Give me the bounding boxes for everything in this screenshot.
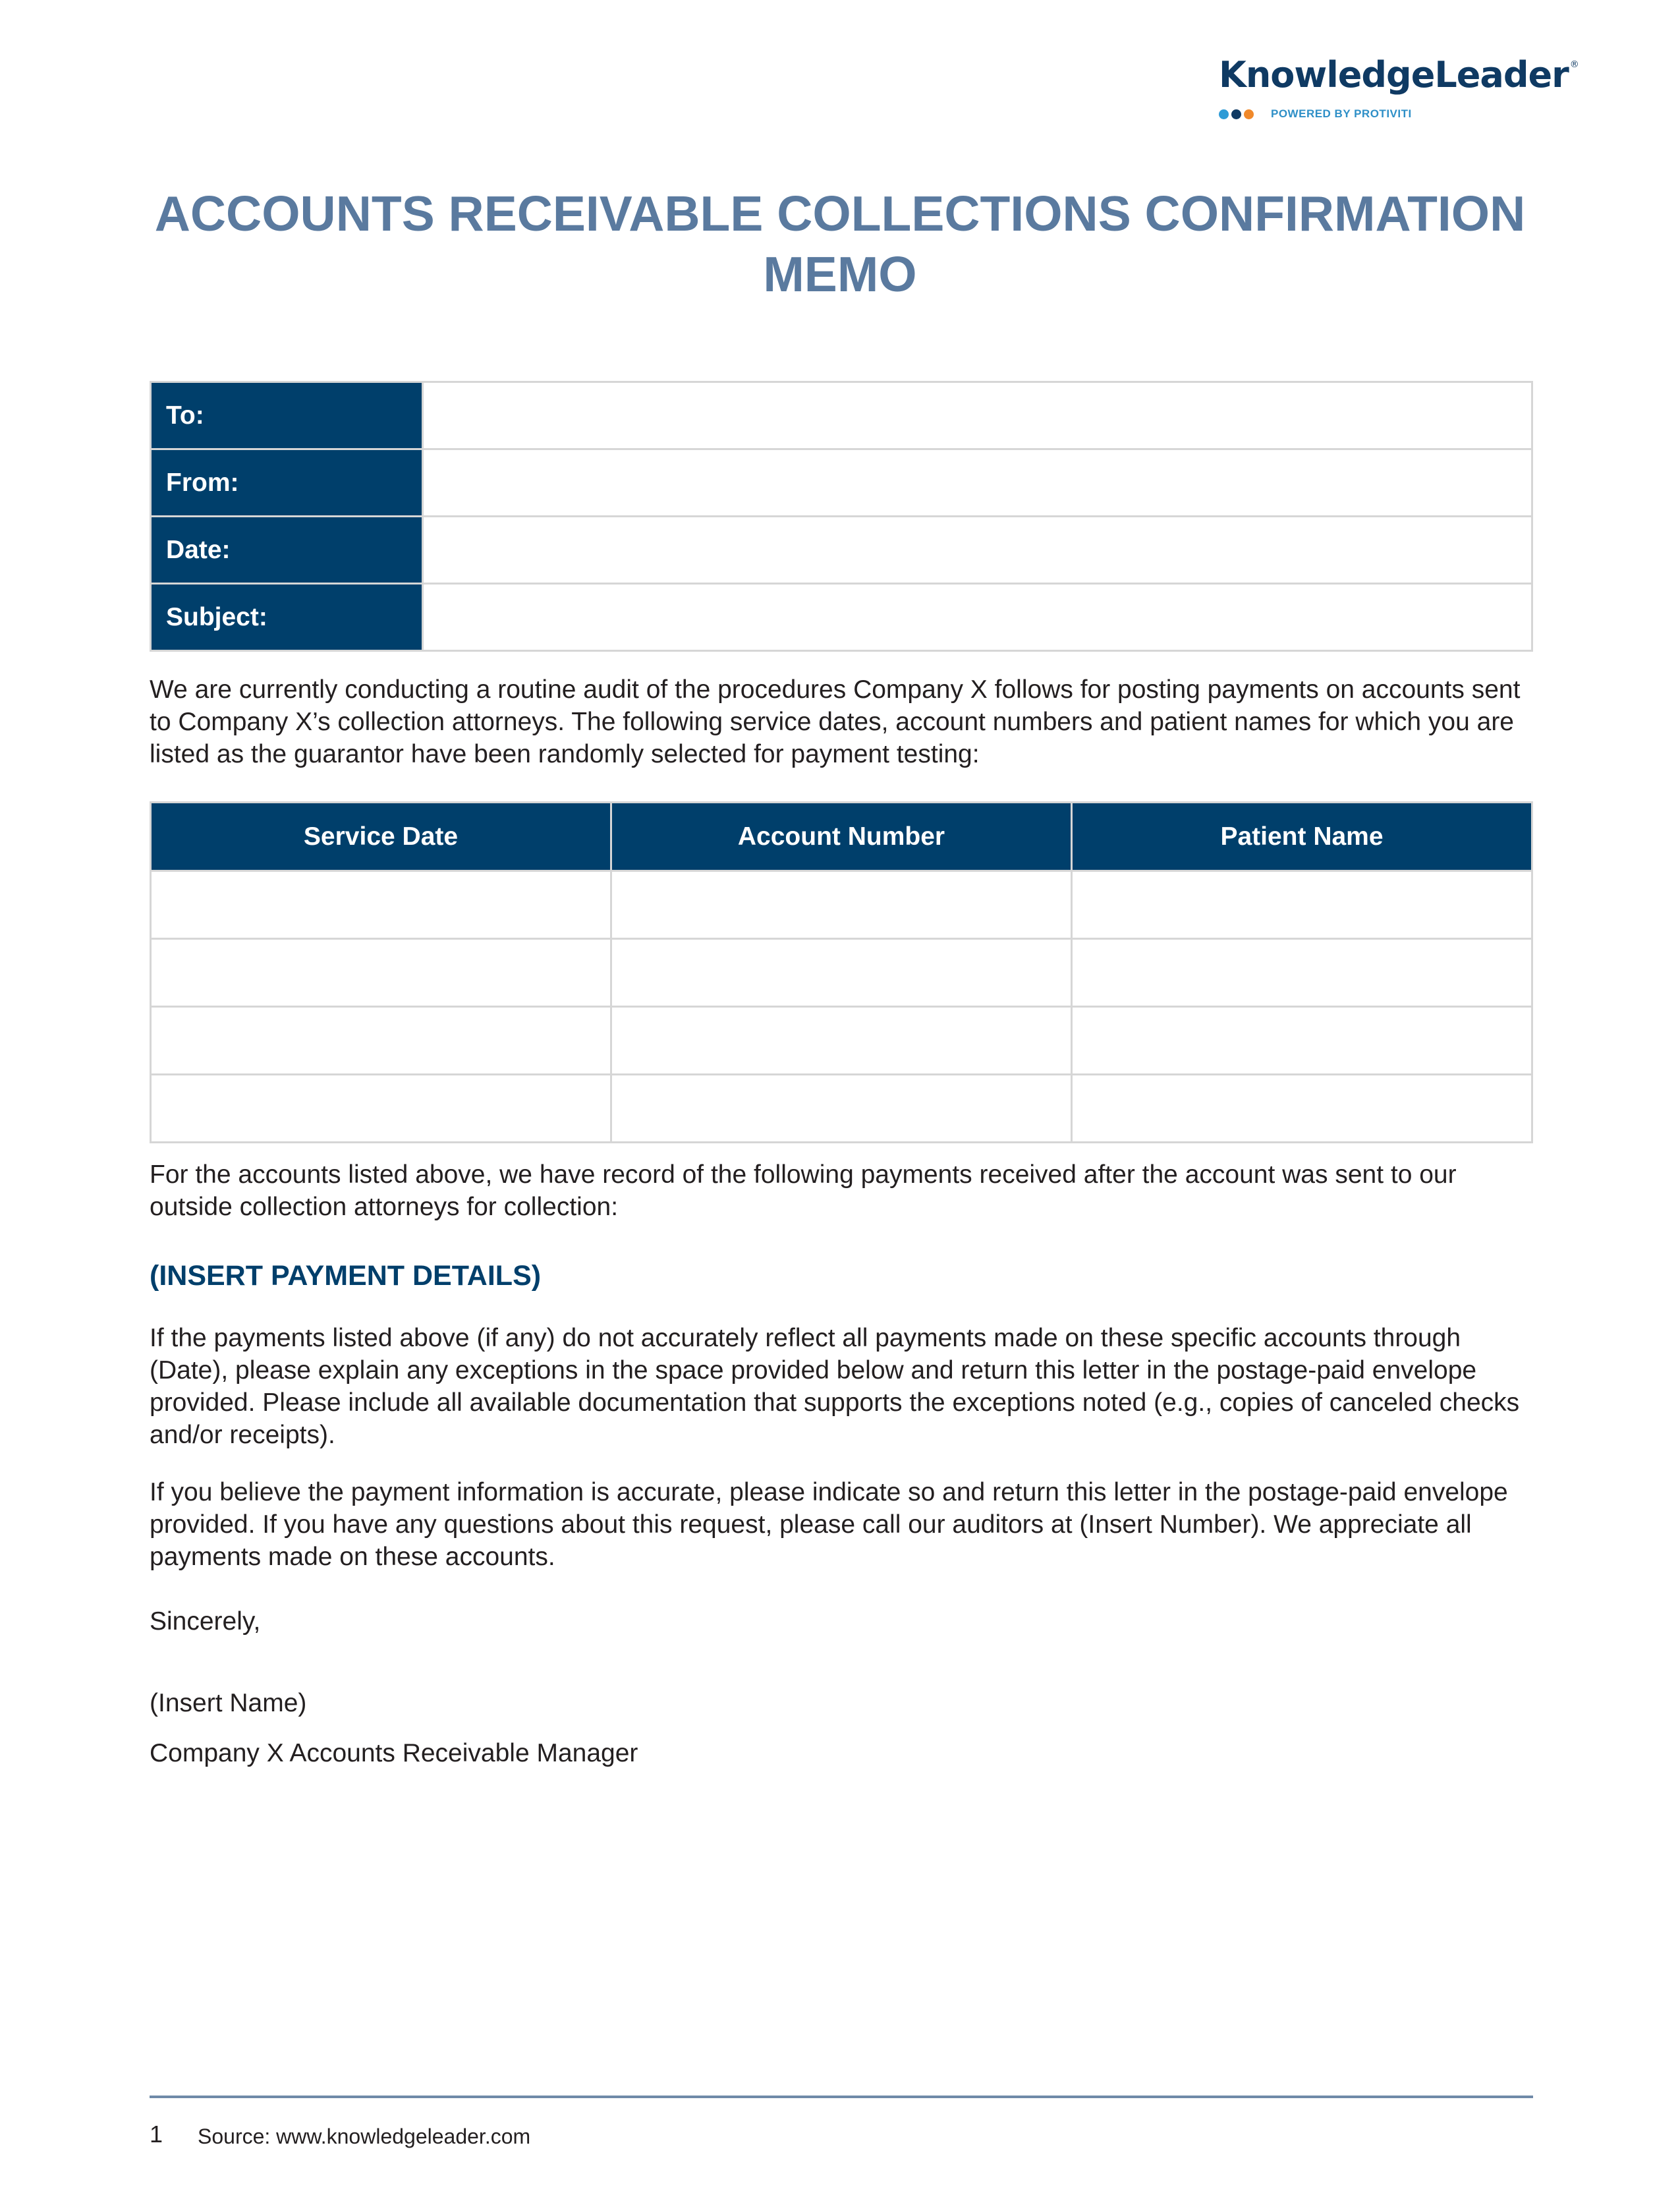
table-cell[interactable] <box>1072 1075 1532 1143</box>
table-cell[interactable] <box>611 871 1072 939</box>
payment-details-heading: (INSERT PAYMENT DETAILS) <box>150 1260 542 1292</box>
table-row <box>151 1075 1532 1143</box>
logo-wordmark: KnowledgeLeader ® <box>1219 54 1579 96</box>
table-cell[interactable] <box>151 1075 611 1143</box>
table-cell[interactable] <box>151 939 611 1007</box>
memo-label: From: <box>151 449 423 517</box>
page-number: 1 <box>150 2121 163 2148</box>
table-cell[interactable] <box>1072 871 1532 939</box>
after-table-paragraph: For the accounts listed above, we have record of the following payments received after the account was sent to our outside collection attorneys for collection: <box>150 1160 1457 1221</box>
table-cell[interactable] <box>611 1075 1072 1143</box>
memo-label: Date: <box>151 517 423 584</box>
table-cell[interactable] <box>1072 1007 1532 1075</box>
table-row <box>151 871 1532 939</box>
memo-row-to <box>151 382 1532 449</box>
table-cell[interactable] <box>151 871 611 939</box>
table-row <box>151 1007 1532 1075</box>
memo-value[interactable] <box>423 584 1532 651</box>
memo-value[interactable] <box>423 517 1532 584</box>
intro-paragraph: We are currently conducting a routine audit of the procedures Company X follows for posting payments on accounts sent to Company X’s collection attorneys. The following service dates, account numbers and patient names for which you are listed as the guarantor have been randomly selected for payment testing: <box>150 675 1521 768</box>
memo-row-from <box>151 449 1532 517</box>
logo-dot-icon <box>1231 109 1241 119</box>
table-header-row <box>151 803 1532 871</box>
knowledgeleader-logo <box>1219 54 1579 121</box>
column-header-patient-name: Patient Name <box>1072 803 1532 871</box>
memo-value[interactable] <box>423 449 1532 517</box>
source-link[interactable]: Source: www.knowledgeleader.com <box>198 2125 531 2148</box>
table-cell[interactable] <box>611 939 1072 1007</box>
table-cell[interactable] <box>151 1007 611 1075</box>
closing-salutation: Sincerely, <box>150 1607 261 1636</box>
table-row <box>151 939 1532 1007</box>
memo-value[interactable] <box>423 382 1532 449</box>
column-header-account-number: Account Number <box>611 803 1072 871</box>
logo-dot-icon <box>1244 109 1254 119</box>
signer-title: Company X Accounts Receivable Manager <box>150 1739 638 1767</box>
memo-header-table <box>150 381 1533 652</box>
logo-tagline-row <box>1219 107 1542 121</box>
exceptions-paragraph: If the payments listed above (if any) do not accurately reflect all payments made on these specific accounts through (Date), please explain any exceptions in the space provided below and return this letter in the postage-paid envelope provided. Please include all available documentation that supports the exceptions noted (e.g., copies of canceled checks and/or receipts). <box>150 1324 1520 1449</box>
document-title: ACCOUNTS RECEIVABLE COLLECTIONS CONFIRMATION MEMO <box>154 186 1526 302</box>
table-cell[interactable] <box>611 1007 1072 1075</box>
accounts-table <box>150 801 1533 1143</box>
logo-dot-icon <box>1219 109 1229 119</box>
memo-label: Subject: <box>151 584 423 651</box>
table-cell[interactable] <box>1072 939 1532 1007</box>
signer-name: (Insert Name) <box>150 1689 307 1717</box>
memo-row-date <box>151 517 1532 584</box>
logo-tagline: POWERED BY PROTIVITI <box>1271 107 1412 120</box>
memo-row-subject <box>151 584 1532 651</box>
column-header-service-date: Service Date <box>151 803 611 871</box>
accurate-paragraph: If you believe the payment information is accurate, please indicate so and return this letter in the postage-paid envelope provided. If you have any questions about this request, please call our auditors at (Insert Number). We appreciate all payments made on these accounts. <box>150 1478 1508 1571</box>
memo-label: To: <box>151 382 423 449</box>
footer-divider <box>150 2096 1533 2098</box>
